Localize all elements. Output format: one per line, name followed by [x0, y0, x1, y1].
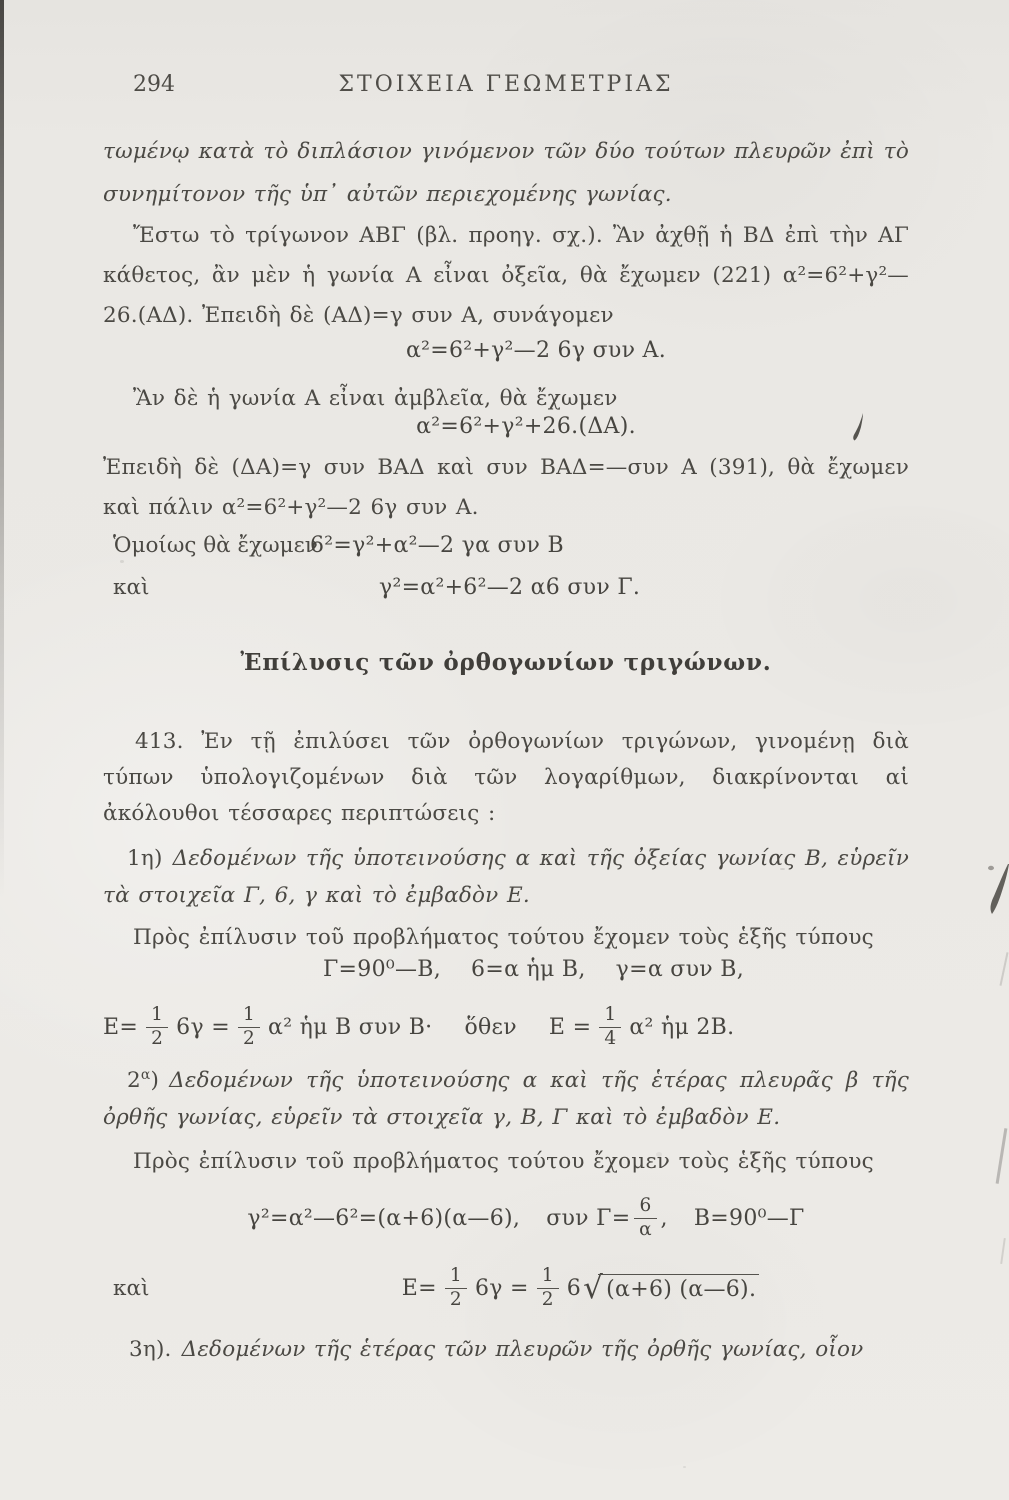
- formula-side-b: 6=α ἡμ Β,: [471, 957, 586, 982]
- case3-statement-text: Δεδομένων τῆς ἑτέρας τῶν πλευρῶν τῆς ὀρθῆς γωνίας, οἷον: [181, 1337, 864, 1362]
- fraction-one-half: [146, 1005, 168, 1049]
- faint-scratch-mark: [1000, 1238, 1006, 1264]
- fraction-one-half: [445, 1266, 467, 1310]
- formula-angle-b: Β=90⁰—Γ: [693, 1205, 805, 1231]
- and-label-2: καὶ: [113, 1276, 150, 1301]
- running-title: ΣΤΟΙΧΕΙΑ ΓΕΩΜΕΤΡΙΑΣ: [338, 72, 674, 97]
- fraction-denominator: 4: [604, 1027, 617, 1049]
- scan-edge-shadow: [0, 0, 4, 900]
- cosine-lhs: συν Γ=: [546, 1205, 631, 1231]
- paragraph-obtuse-intro: Ἂν δὲ ἡ γωνία Α εἶναι ἀμβλεῖα, θὰ ἔχωμεν: [133, 386, 618, 411]
- formula-row-area: [103, 1005, 909, 1049]
- area-mid2: α² ἡμ Β συν Β·: [268, 1014, 433, 1040]
- formula-row-case2-line2: [103, 1262, 909, 1314]
- fraction-one-half: [238, 1005, 260, 1049]
- radical-area-mid: 6γ =: [474, 1275, 529, 1301]
- equation-acute-angle: α²=6²+γ²—2 6γ συν Α.: [405, 338, 667, 363]
- case2-label-superscript: α: [140, 1066, 151, 1083]
- hence-word: ὅθεν: [464, 1014, 517, 1040]
- faint-scratch-mark: [996, 1128, 1008, 1184]
- area-formula-result: [549, 1005, 734, 1049]
- fraction-numerator: 6: [634, 1196, 656, 1219]
- radical-sign-icon: √: [583, 1269, 604, 1306]
- case2-label: [127, 1068, 159, 1093]
- area-formula-main: [103, 1005, 432, 1049]
- case1-label: 1η): [127, 846, 163, 871]
- fraction-one-half: [537, 1266, 559, 1310]
- case2-statement-text: Δεδομένων τῆς ὑποτεινούσης α καὶ τῆς ἑτέρας πλευρᾶς β τῆς ὀρθῆς γωνίας, εὑρεῖν τὰ στοιχεῖα γ, Β, Γ καὶ τὸ ἐμβαδὸν Ε.: [103, 1068, 909, 1130]
- fraction-denominator: 2: [151, 1027, 164, 1049]
- paragraph-case3-statement: [103, 1331, 909, 1368]
- paragraph-epeide: Ἐπειδὴ δὲ (ΔΑ)=γ συν ΒΑΔ καὶ συν ΒΑΔ=—συν Α (391), θὰ ἔχωμεν καὶ πάλιν α²=6²+γ²—2 6γ συν Α.: [103, 455, 909, 520]
- paper-speck: [120, 560, 124, 563]
- radical-area-lhs: Ε=: [401, 1275, 437, 1301]
- paragraph-case2-solution-intro: Πρὸς ἐπίλυσιν τοῦ προβλήματος τούτου ἔχομεν τοὺς ἑξῆς τύπους: [133, 1149, 874, 1174]
- area-lhs2: Ε =: [548, 1014, 592, 1040]
- equation-gamma-side: γ²=α²+6²—2 α6 συν Γ.: [379, 575, 641, 600]
- formula-pythagoras: γ²=α²—6²=(α+6)(α—6),: [247, 1205, 521, 1231]
- section-heading: Ἐπίλυσις τῶν ὀρθογωνίων τριγώνων.: [240, 649, 772, 676]
- radical-coefficient: 6: [566, 1275, 582, 1301]
- paragraph-case1-solution-intro: Πρὸς ἐπίλυσιν τοῦ προβλήματος τούτου ἔχομεν τοὺς ἑξῆς τύπους: [133, 925, 874, 950]
- radicand: (α+6) (α—6).: [606, 1277, 757, 1302]
- fraction-b-over-a: [634, 1196, 656, 1240]
- paragraph-law-of-cosines: Ἔστω τὸ τρίγωνον ΑΒΓ (βλ. προηγ. σχ.). Ἂν ἀχθῇ ἡ ΒΔ ἐπὶ τὴν ΑΓ κάθετος, ἂν μὲν ἡ γωνία Α εἶναι ὀξεῖα, θὰ ἔχωμεν (221) α²=6²+γ²—26.(ΑΔ). Ἐπειδὴ δὲ (ΑΔ)=γ συν Α, συνάγομεν: [103, 223, 909, 328]
- formula-row-case1: [103, 957, 909, 982]
- radical-expression: [583, 1269, 760, 1306]
- ink-smudge-right-edge: [985, 858, 1009, 926]
- fraction-numerator: 1: [146, 1005, 168, 1028]
- paragraph-article-413: 413. Ἐν τῇ ἐπιλύσει τῶν ὀρθογωνίων τριγώνων, γινομένῃ διὰ τύπων ὑπολογιζομένων διὰ τῶν λογαρίθμων, διακρίνονται αἱ ἀκόλουθοι τέσσαρες περιπτώσεις :: [103, 729, 909, 826]
- fraction-denominator: 2: [541, 1288, 554, 1310]
- case1-statement-text: Δεδομένων τῆς ὑποτεινούσης α καὶ τῆς ὀξείας γωνίας Β, εὑρεῖν τὰ στοιχεῖα Γ, 6, γ καὶ τὸ ἐμβαδὸν Ε.: [103, 846, 909, 908]
- formula-side-c: γ=α συν Β,: [615, 957, 745, 982]
- comma: ,: [660, 1205, 668, 1231]
- case2-label-number: 2: [127, 1068, 141, 1093]
- area-lhs: Ε=: [103, 1014, 139, 1040]
- ink-mark-squiggle: [850, 413, 866, 449]
- paper-speck: [683, 1466, 686, 1468]
- paper-speck: [656, 1152, 662, 1157]
- faint-scratch-mark: [999, 952, 1008, 986]
- area-mid1: 6γ =: [176, 1014, 230, 1040]
- fraction-denominator: 2: [449, 1288, 462, 1310]
- fraction-numerator: 1: [445, 1266, 467, 1289]
- case3-label: 3η).: [129, 1337, 172, 1362]
- paragraph-continuation: τωμένῳ κατὰ τὸ διπλάσιον γινόμενον τῶν δύο τούτων πλευρῶν ἐπὶ τὸ συνημίτονον τῆς ὑπ᾽ αὐτῶν περιεχομένης γωνίας.: [103, 139, 909, 207]
- and-label: καὶ: [113, 575, 150, 600]
- case2-label-paren: ): [150, 1068, 160, 1093]
- formula-row-case2-line1: [103, 1196, 909, 1240]
- similarly-label: Ὁμοίως θὰ ἔχωμεν: [113, 533, 318, 558]
- fraction-numerator: 1: [599, 1005, 621, 1028]
- fraction-numerator: 1: [238, 1005, 260, 1028]
- fraction-one-quarter: [599, 1005, 621, 1049]
- paper-speck: [780, 868, 785, 870]
- paper-speck: [370, 232, 373, 235]
- fraction-denominator: 2: [242, 1027, 256, 1049]
- formula-cosine-ratio: [546, 1196, 668, 1240]
- formula-gamma-angle: Γ=90⁰—Β,: [322, 957, 442, 982]
- area-radical-formula: [103, 1262, 909, 1314]
- equation-beta-side: 6²=γ²+α²—2 γα συν Β: [310, 533, 564, 558]
- area-tail: α² ἡμ 2Β.: [629, 1014, 735, 1040]
- fraction-denominator: α: [639, 1218, 652, 1240]
- equation-obtuse-angle: α²=6²+γ²+26.(ΔΑ).: [416, 414, 636, 439]
- fraction-numerator: 1: [537, 1266, 559, 1289]
- paragraph-case2-statement: [103, 1062, 909, 1136]
- page-number: 294: [133, 72, 175, 97]
- paragraph-case1-statement: [103, 840, 909, 914]
